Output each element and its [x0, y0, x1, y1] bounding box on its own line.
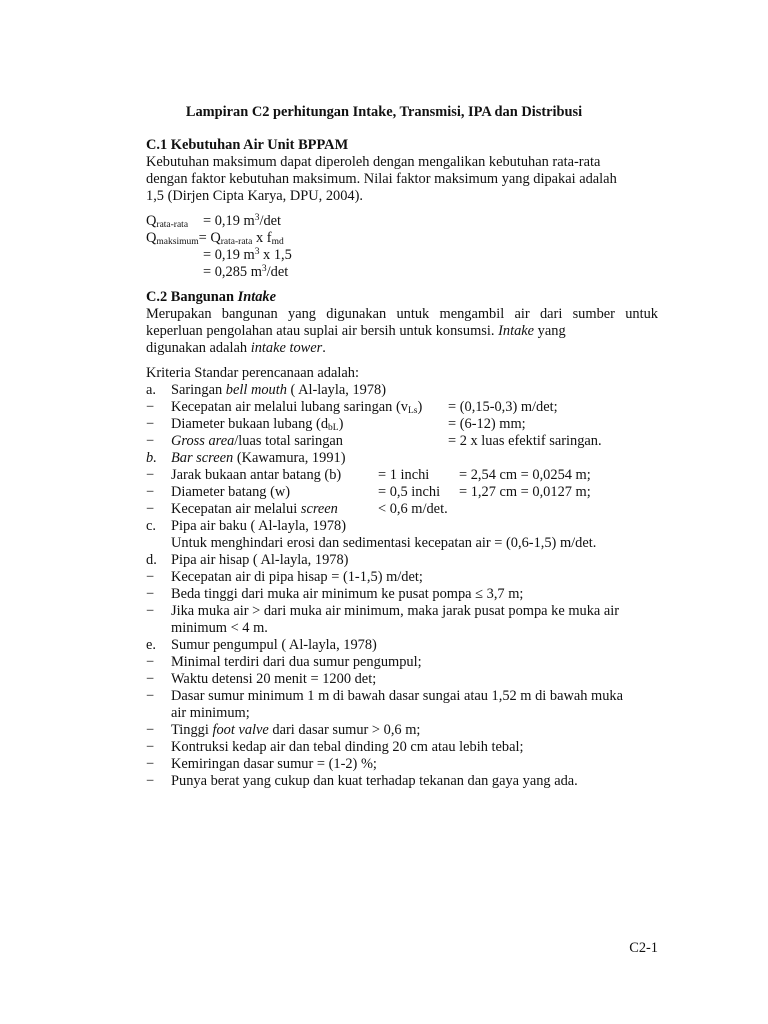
c2-paragraph: Merupakan bangunan yang digunakan untuk mengambil air dari sumber untuk keperluan pengolahan atau suplai air bersih untuk konsumsi. Intake yang	[146, 306, 658, 339]
formula-eq-3: = 0,19 $m^3$ x 1,5	[203, 247, 292, 263]
section-c2-heading: C.2 Bangunan Intake	[146, 289, 276, 305]
c2-paragraph-last-line: digunakan adalah intake tower.	[146, 340, 326, 356]
c1-line-2: dengan faktor kebutuhan maksimum. Nilai faktor maksimum yang dipakai adalah	[146, 171, 617, 187]
formula-eq-1: = 0,19 $m^3/\det$	[203, 213, 282, 229]
c1-line-1: Kebutuhan maksimum dapat diperoleh dengan mengalikan kebutuhan rata-rata	[146, 154, 601, 170]
section-c1-heading: C.1 Kebutuhan Air Unit BPPAM	[146, 137, 349, 153]
page-number: C2-1	[629, 940, 658, 956]
c1-line-3: 1,5 (Dirjen Cipta Karya, DPU, 2004).	[146, 188, 364, 204]
page-title: Lampiran C2 perhitungan Intake, Transmisi, IPA dan Distribusi	[185, 104, 583, 120]
formula-q-maks: $Q_{maksimum}= Q_{rata-rata}$ x $f_{md}$	[146, 230, 284, 247]
formula-eq-4: = 0,285 $m^3/\det$	[203, 264, 289, 280]
kriteria-heading: Kriteria Standar perencanaan adalah:	[146, 365, 359, 381]
formula-q-rata: $Q_{rata-rata}$	[146, 213, 189, 230]
document-page: Lampiran C2 perhitungan Intake, Transmisi, IPA dan Distribusi C.1 Kebutuhan Air Unit BPPAM Kebutuhan maksimum dapat diperoleh dengan mengalikan kebutuhan rata-rata dengan faktor kebutuhan maksimum. Nilai faktor maksimum yang dipakai adalah 1,5 (Dirjen Cipta Karya, DPU, 2004). $Q_{rata-rata}$ = 0,19 $m^3/\det$ $Q_{maksimum}= Q_{rata-rata}$ x $f_{md}$ = 0,19 $m^3$ x 1,5 = 0,285 $m^3/\det$ C.2 Bangunan Intake Merupakan bangunan yang digunakan untuk mengambil air dari sumber untuk keperluan pengolahan atau suplai air bersih untuk konsumsi. Intake yang digunakan adalah intake tower. Kriteria Standar perencanaan adalah: a. Saringan bell mouth ( Al-layla, 1978) − Kecepatan air melalui lubang saringan $(v_{Ls})$ = (0,15-0,3) m/det; − Diameter bukaan lubang $(d_{bL})$ = (6-12) mm; − Gross area/luas total saringan = 2 x luas efektif saringan. b. Bar screen (Kawamura, 1991) − Jarak bukaan antar batang (b) = 1 inchi = 2,54 cm = 0,0254 m; − Diameter batang (w) = 0,5 inchi = 1,27 cm = 0,0127 m; − Kecepatan air melalui screen < 0,6 m/det. c. Pipa air baku ( Al-layla, 1978) Untuk menghindari erosi dan sedimentasi kecepatan air = (0,6-1,5) m/det. d. Pipa air hisap ( Al-layla, 1978) − Kecepatan air di pipa hisap = (1-1,5) m/det; − Beda tinggi dari muka air minimum ke pusat pompa ≤ 3,7 m; − Jika muka air > dari muka air minimum, maka jarak pusat pompa ke muka air minimum < 4 m. e. Sumur pengumpul ( Al-layla, 1978) − Minimal terdiri dari dua sumur pengumpul; − Waktu detensi 20 menit = 1200 det; − Dasar sumur minimum 1 m di bawah dasar sungai atau 1,52 m di bawah muka air minimum; − Tinggi foot valve dari dasar sumur > 0,6 m; − Kontruksi kedap air dan tebal dinding 20 cm atau lebih tebal; − Kemiringan dasar sumur = (1-2) %; − Punya berat yang cukup dan kuat terhadap tekanan dan gaya yang ada. C2-1	[0, 0, 768, 1024]
